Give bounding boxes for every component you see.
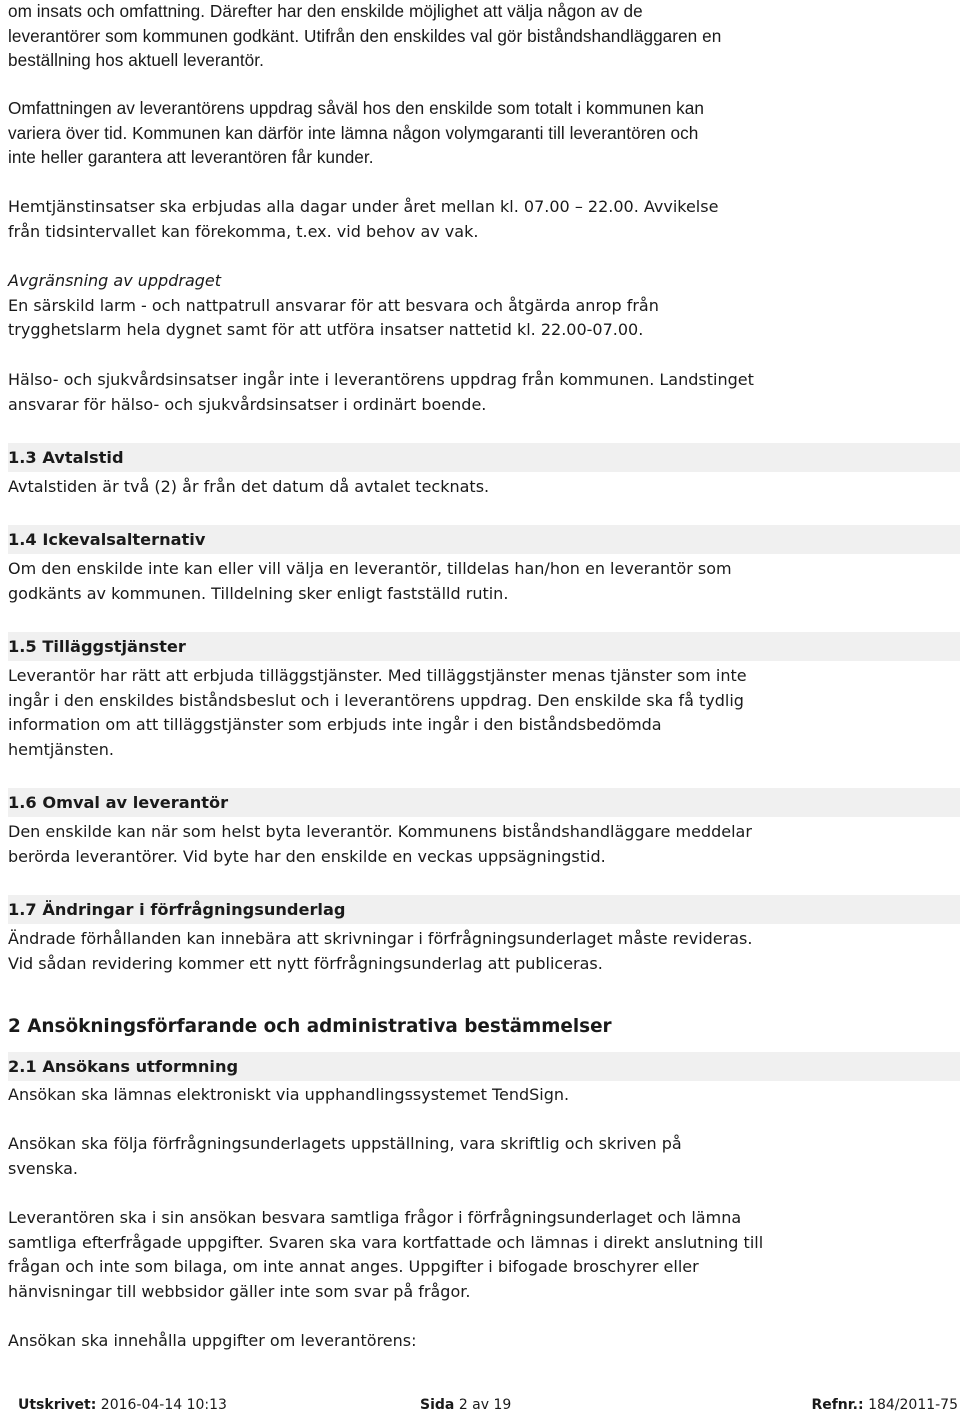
paragraph-health-care xyxy=(8,368,953,417)
text-line: frågan och inte som bilaga, om inte annat anges. Uppgifter i bifogade broschyrer eller xyxy=(8,1257,699,1276)
section-number: 1.6 xyxy=(8,793,37,812)
text-line: Ansökan ska följa förfrågningsunderlagets uppställning, vara skriftlig och skriven på xyxy=(8,1134,682,1153)
subheading-scope-limitation: Avgränsning av uppdraget xyxy=(8,271,222,290)
section-title: Ickevalsalternativ xyxy=(42,530,206,549)
footer-page xyxy=(420,1394,511,1416)
paragraph-service-hours xyxy=(8,195,953,244)
footer-printed-value: 2016-04-14 10:13 xyxy=(100,1397,227,1413)
section-heading-1-6 xyxy=(8,788,960,817)
section-number: 1.5 xyxy=(8,637,37,656)
section-number: 1.3 xyxy=(8,448,37,467)
section-heading-2-1 xyxy=(8,1052,960,1081)
text-line: svenska. xyxy=(8,1158,78,1178)
footer-printed xyxy=(18,1394,227,1416)
text-line: Hälso- och sjukvårdsinsatser ingår inte i leverantörens uppdrag från kommunen. Landstinget xyxy=(8,370,754,389)
section-body-1-5 xyxy=(8,664,953,762)
text-line: godkänts av kommunen. Tilldelning sker enligt fastställd rutin. xyxy=(8,583,509,603)
text-line: Omfattningen av leverantörens uppdrag såväl hos den enskilde som totalt i kommunen kan xyxy=(8,98,705,118)
text-line: inte heller garantera att leverantören får kunder. xyxy=(8,147,374,167)
footer-ref xyxy=(811,1394,958,1416)
text-line: Ändrade förhållanden kan innebära att skrivningar i förfrågningsunderlaget måste revideras. xyxy=(8,929,753,948)
section-number: 1.7 xyxy=(8,900,37,919)
section-title: Omval av leverantör xyxy=(42,793,229,812)
section-title: Ändringar i förfrågningsunderlag xyxy=(42,900,346,919)
paragraph-selection-process xyxy=(8,0,953,73)
text-line: hemtjänsten. xyxy=(8,739,114,759)
text-line: variera över tid. Kommunen kan därför inte lämna någon volymgaranti till leverantören och xyxy=(8,122,699,143)
text-line: Leverantör har rätt att erbjuda tilläggstjänster. Med tilläggstjänster menas tjänster som inte xyxy=(8,666,747,685)
section-2-1-paragraph-3 xyxy=(8,1206,953,1304)
paragraph-scope-limitation xyxy=(8,269,953,343)
section-title: Ansökans utformning xyxy=(42,1057,239,1076)
text-line: leverantörer som kommunen godkänt. Utifrån den enskildes val gör biståndshandläggaren en xyxy=(8,25,722,46)
section-body-1-3 xyxy=(8,475,953,500)
paragraph-scope-variation xyxy=(8,96,953,170)
text-line: information om att tilläggstjänster som erbjuds inte ingår i den biståndsbedömda xyxy=(8,715,662,734)
section-body-1-6 xyxy=(8,820,953,869)
text-line: samtliga efterfrågade uppgifter. Svaren ska vara kortfattade och lämnas i direkt anslutning till xyxy=(8,1232,764,1252)
section-body-1-4 xyxy=(8,557,953,606)
footer-printed-label: Utskrivet: xyxy=(18,1397,97,1413)
section-title: Avtalstid xyxy=(42,448,124,467)
footer-page-value: 2 av 19 xyxy=(458,1397,512,1413)
text-line: Leverantören ska i sin ansökan besvara samtliga frågor i förfrågningsunderlaget och lämna xyxy=(8,1208,742,1227)
section-2-1-paragraph-2 xyxy=(8,1132,953,1181)
text-line: Den enskilde kan när som helst byta leverantör. Kommunens biståndshandläggare meddelar xyxy=(8,822,752,841)
text-line: Hemtjänstinsatser ska erbjudas alla dagar under året mellan kl. 07.00 – 22.00. Avvikelse xyxy=(8,197,719,216)
chapter-title: 2 Ansökningsförfarande och administrativa bestämmelser xyxy=(8,1016,612,1037)
text-line: ansvarar för hälso- och sjukvårdsinsatser i ordinärt boende. xyxy=(8,394,487,414)
footer-ref-value: 184/2011-75 xyxy=(868,1397,958,1413)
text-line: Avtalstiden är två (2) år från det datum då avtalet tecknats. xyxy=(8,477,490,496)
text-line: hänvisningar till webbsidor gäller inte som svar på frågor. xyxy=(8,1281,471,1301)
section-heading-1-5 xyxy=(8,632,960,661)
section-heading-1-4 xyxy=(8,525,960,554)
footer-ref-label: Refnr.: xyxy=(811,1397,864,1413)
section-body-1-7 xyxy=(8,927,953,976)
text-line: om insats och omfattning. Därefter har den enskilde möjlighet att välja någon av de xyxy=(8,1,643,21)
footer-page-label: Sida xyxy=(420,1397,455,1413)
text-line: Ansökan ska lämnas elektroniskt via upphandlingssystemet TendSign. xyxy=(8,1085,570,1104)
text-line: Vid sådan revidering kommer ett nytt förfrågningsunderlag att publiceras. xyxy=(8,953,603,973)
text-line: beställning hos aktuell leverantör. xyxy=(8,50,264,70)
section-heading-1-7 xyxy=(8,895,960,924)
section-2-1-paragraph-1 xyxy=(8,1083,953,1108)
section-number: 1.4 xyxy=(8,530,37,549)
text-line: Om den enskilde inte kan eller vill välja en leverantör, tilldelas han/hon en leverantör som xyxy=(8,559,732,578)
text-line: Ansökan ska innehålla uppgifter om leverantörens: xyxy=(8,1331,417,1350)
section-heading-1-3 xyxy=(8,443,960,472)
text-line: ingår i den enskildes biståndsbeslut och i leverantörens uppdrag. Den enskilde ska få tydlig xyxy=(8,690,744,710)
text-line: berörda leverantörer. Vid byte har den enskilde en veckas uppsägningstid. xyxy=(8,846,606,866)
section-2-1-paragraph-4 xyxy=(8,1329,953,1354)
section-number: 2.1 xyxy=(8,1057,37,1076)
text-line: En särskild larm - och nattpatrull ansvarar för att besvara och åtgärda anrop från xyxy=(8,295,659,315)
section-title: Tilläggstjänster xyxy=(42,637,186,656)
text-line: från tidsintervallet kan förekomma, t.ex. vid behov av vak. xyxy=(8,221,479,241)
text-line: trygghetslarm hela dygnet samt för att utföra insatser nattetid kl. 22.00-07.00. xyxy=(8,320,644,339)
